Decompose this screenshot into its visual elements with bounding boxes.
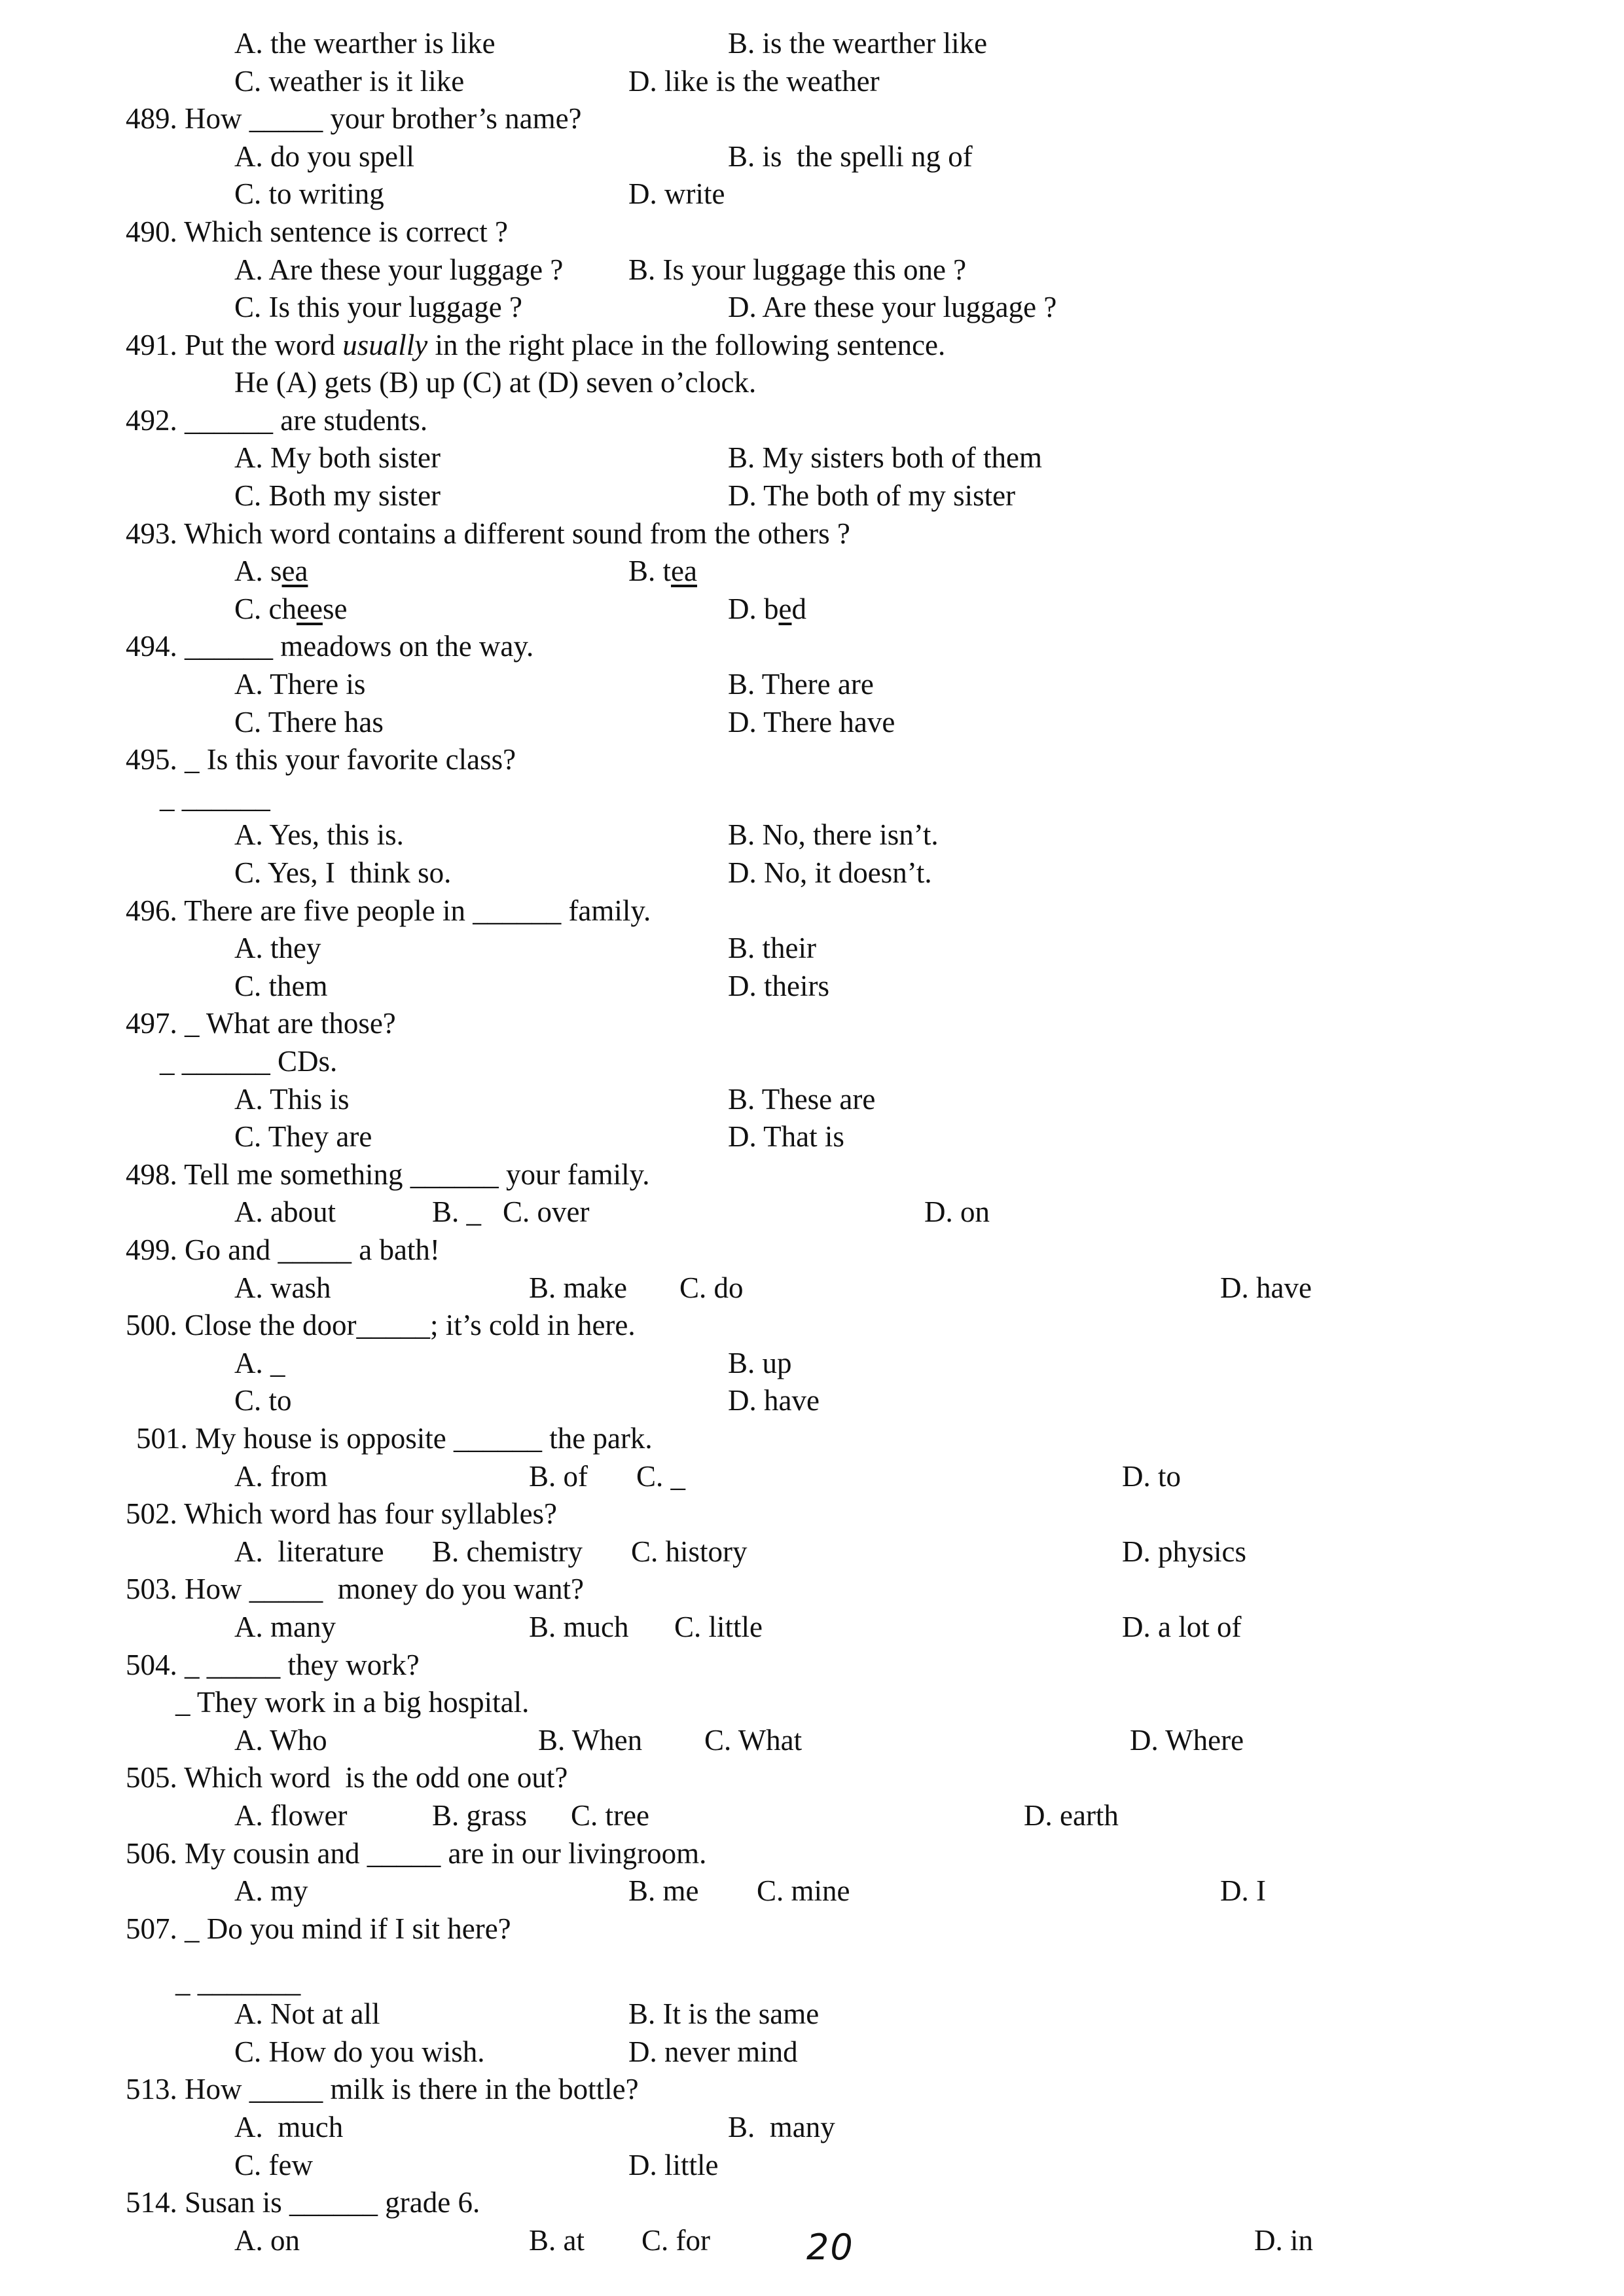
option-a: A. literature [234, 1535, 384, 1568]
option-d: D. physics [1122, 1535, 1246, 1568]
option-b: B. No, there isn’t. [728, 818, 939, 851]
option-c: C. to writing [234, 177, 384, 210]
underlined-letters: e [778, 592, 792, 625]
option-a [234, 552, 308, 590]
underlined-letters: ee [297, 592, 323, 625]
option-c: C. little [674, 1611, 763, 1643]
question-494-stem: 494. ______ meadows on the way. [126, 630, 534, 663]
question-503-stem: 503. How _____ money do you want? [126, 1573, 584, 1605]
option-d: D. earth [1024, 1799, 1119, 1832]
option-b: B. of [529, 1460, 588, 1493]
option-b: B. When [538, 1724, 643, 1757]
option-b: B. make [529, 1271, 627, 1304]
option-text: C. ch [234, 592, 297, 625]
option-c: C. tree [571, 1799, 649, 1832]
option-b: B. at [529, 2224, 585, 2257]
option-a: A. wash [234, 1271, 331, 1304]
option-a: A. flower [234, 1799, 348, 1832]
option-a: A. they [234, 932, 321, 964]
option-b: B. chemistry [432, 1535, 583, 1568]
option-a: A. Yes, this is. [234, 818, 404, 851]
option-a: A. do you spell [234, 140, 414, 173]
option-a: A. the wearther is like [234, 27, 496, 60]
option-d: D. That is [728, 1120, 844, 1153]
option-d: D. never mind [628, 2035, 798, 2068]
question-495-stem: 495. _ Is this your favorite class? [126, 743, 516, 776]
option-c: C. over [503, 1195, 590, 1228]
option-c: C. for [641, 2224, 710, 2257]
option-c: C. Is this your luggage ? [234, 291, 522, 323]
option-b: B. My sisters both of them [728, 441, 1042, 474]
question-498-stem: 498. Tell me something ______ your family. [126, 1158, 650, 1191]
option-c: C. _ [636, 1460, 686, 1493]
option-d: D. to [1122, 1460, 1181, 1493]
option-b: B. There are [728, 668, 874, 701]
question-514-stem: 514. Susan is ______ grade 6. [126, 2186, 480, 2219]
option-a: A. Are these your luggage ? [234, 253, 564, 286]
option-a: A. This is [234, 1083, 350, 1116]
option-a: A. My both sister [234, 441, 441, 474]
stem-keyword: usually [342, 329, 428, 361]
option-d: D. have [728, 1384, 820, 1417]
option-d: D. like is the weather [628, 65, 880, 98]
option-c: C. do [679, 1271, 744, 1304]
option-b [628, 552, 697, 590]
question-492-stem: 492. ______ are students. [126, 404, 428, 437]
option-b: B. many [728, 2111, 835, 2143]
option-b: B. _ [432, 1195, 482, 1228]
option-b: B. is the spelli ng of [728, 140, 973, 173]
dialogue-reply: _ ______ CDs. [160, 1045, 338, 1078]
question-489-stem: 489. How _____ your brother’s name? [126, 102, 582, 135]
option-a: A. Not at all [234, 1997, 380, 2030]
option-a: A. Who [234, 1724, 327, 1757]
option-c: C. mine [757, 1874, 850, 1907]
question-507-stem: 507. _ Do you mind if I sit here? [126, 1912, 511, 1945]
dialogue-reply: _ ______ [160, 781, 270, 814]
question-502-stem: 502. Which word has four syllables? [126, 1497, 558, 1530]
option-c: C. Yes, I think so. [234, 856, 452, 889]
option-a: A. many [234, 1611, 336, 1643]
question-497-stem: 497. _ What are those? [126, 1007, 396, 1040]
option-a: A. much [234, 2111, 344, 2143]
dialogue-reply: _ They work in a big hospital. [175, 1686, 530, 1719]
option-b: B. up [728, 1347, 792, 1379]
option-c: C. history [631, 1535, 748, 1568]
option-a: A. There is [234, 668, 366, 701]
option-d: D. There have [728, 706, 895, 738]
option-b: B. grass [432, 1799, 527, 1832]
option-d: D. on [924, 1195, 990, 1228]
underlined-letters: ea [671, 555, 697, 587]
option-c: C. What [704, 1724, 803, 1757]
option-d: D. The both of my sister [728, 479, 1016, 512]
option-c: C. Both my sister [234, 479, 441, 512]
stem-text: 491. Put the word [126, 329, 343, 361]
option-d: D. in [1254, 2224, 1313, 2257]
question-505-stem: 505. Which word is the odd one out? [126, 1761, 568, 1794]
option-text: d [791, 592, 806, 625]
question-491-stem [126, 326, 945, 364]
underlined-letters: ea [281, 555, 308, 587]
question-490-stem: 490. Which sentence is correct ? [126, 215, 508, 248]
question-504-stem: 504. _ _____ they work? [126, 1649, 420, 1681]
option-text: B. t [628, 555, 672, 587]
option-text: se [322, 592, 348, 625]
question-499-stem: 499. Go and _____ a bath! [126, 1233, 440, 1266]
option-text: D. b [728, 592, 779, 625]
option-text: A. s [234, 555, 282, 587]
option-b: B. me [628, 1874, 699, 1907]
question-500-stem: 500. Close the door_____; it’s cold in here. [126, 1309, 636, 1341]
option-d: D. Where [1130, 1724, 1244, 1757]
stem-text: in the right place in the following sentence. [427, 329, 946, 361]
option-c: C. few [234, 2149, 313, 2181]
option-a: A. about [234, 1195, 336, 1228]
option-c: C. to [234, 1384, 292, 1417]
option-c: C. There has [234, 706, 384, 738]
option-d: D. little [628, 2149, 719, 2181]
option-a: A. _ [234, 1347, 285, 1379]
question-496-stem: 496. There are five people in ______ family. [126, 894, 651, 927]
question-501-stem: 501. My house is opposite ______ the park. [136, 1422, 653, 1455]
question-506-stem: 506. My cousin and _____ are in our livingroom. [126, 1837, 707, 1870]
option-d: D. I [1220, 1874, 1266, 1907]
option-c [234, 590, 347, 628]
option-d: D. write [628, 177, 725, 210]
page-number: 20 [806, 2227, 854, 2268]
question-513-stem: 513. How _____ milk is there in the bottle? [126, 2073, 639, 2105]
option-b: B. It is the same [628, 1997, 820, 2030]
option-b: B. Is your luggage this one ? [628, 253, 967, 286]
option-b: B. These are [728, 1083, 876, 1116]
option-a: A. on [234, 2224, 300, 2257]
option-d: D. Are these your luggage ? [728, 291, 1057, 323]
option-d: D. have [1220, 1271, 1312, 1304]
option-a: A. from [234, 1460, 328, 1493]
option-b: B. their [728, 932, 816, 964]
option-d: D. a lot of [1122, 1611, 1242, 1643]
example-sentence: He (A) gets (B) up (C) at (D) seven o’clock. [234, 366, 757, 399]
option-b: B. much [529, 1611, 629, 1643]
option-c: C. They are [234, 1120, 372, 1153]
option-c: C. How do you wish. [234, 2035, 485, 2068]
option-c: C. them [234, 970, 328, 1002]
option-a: A. my [234, 1874, 308, 1907]
option-d: D. No, it doesn’t. [728, 856, 932, 889]
dialogue-reply: _ _______ [175, 1965, 301, 1998]
option-b: B. is the wearther like [728, 27, 988, 60]
question-493-stem: 493. Which word contains a different sound from the others ? [126, 517, 850, 550]
option-d: D. theirs [728, 970, 829, 1002]
option-c: C. weather is it like [234, 65, 465, 98]
option-d [728, 590, 806, 628]
